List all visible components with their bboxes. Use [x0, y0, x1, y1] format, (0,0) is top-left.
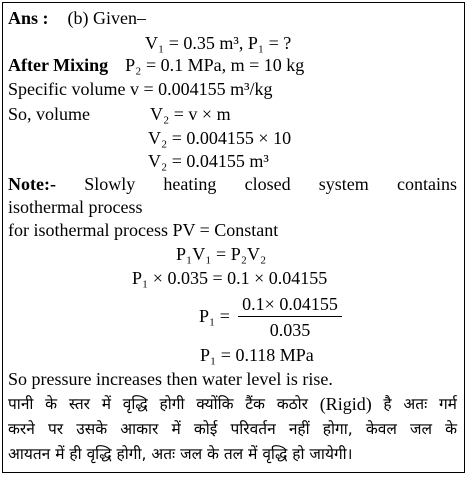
- hindi-word: गर्म: [438, 395, 457, 413]
- fraction-lhs: P₁ =: [199, 306, 230, 326]
- hindi-word: करने: [8, 420, 35, 438]
- hindi-word: पानी: [8, 395, 34, 413]
- eq-p1v1: P₁V₁ = P₂V₂: [176, 244, 267, 264]
- note-word: closed: [244, 174, 291, 194]
- note-label: Note:-: [8, 174, 56, 194]
- hindi-word: टैंक: [245, 395, 265, 413]
- so-volume-label: So, volume: [8, 104, 91, 124]
- p1-result: P₁ = 0.118 MPa: [200, 345, 314, 365]
- hindi-word: के: [45, 395, 58, 413]
- note-line-2: isothermal process: [8, 197, 143, 217]
- isothermal-line: for isothermal process PV = Constant: [8, 220, 279, 240]
- hindi-word: होगी: [159, 395, 185, 413]
- fraction-denominator: 0.035: [269, 320, 311, 340]
- v2-formula: V₂ = v × m: [150, 104, 231, 124]
- conclusion: So pressure increases then water level is rise.: [8, 369, 333, 389]
- option-given: (b) Given–: [67, 8, 146, 28]
- v2-result: V₂ = 0.04155 m³: [148, 151, 269, 171]
- hindi-word: जल: [409, 420, 432, 438]
- hindi-word: आकार: [120, 420, 159, 438]
- hindi-word: (Rigid): [319, 394, 372, 414]
- after-mixing-label: After Mixing: [8, 55, 109, 75]
- hindi-word: केवल: [365, 420, 397, 438]
- hindi-word: नहीं: [288, 420, 310, 438]
- given-v1: V₁ = 0.35 m³, P₁ = ?: [145, 33, 292, 53]
- hindi-line-1: [8, 394, 457, 414]
- eq-substitution: P₁ × 0.035 = 0.1 × 0.04155: [132, 268, 328, 288]
- hindi-word: है: [383, 395, 392, 413]
- hindi-word: कोई: [193, 420, 218, 438]
- hindi-word: होगा,: [322, 420, 353, 438]
- hindi-word: में: [171, 420, 181, 438]
- note-word: Slowly: [84, 174, 136, 194]
- hindi-word: क्योंकि: [196, 395, 234, 413]
- answer-label: Ans :: [8, 8, 49, 28]
- hindi-line-2: [8, 419, 457, 439]
- after-mixing-line: [8, 55, 304, 75]
- fraction-numerator: 0.1× 0.04155: [242, 294, 338, 314]
- note-word: heating: [163, 174, 217, 194]
- answer-header: [8, 8, 146, 28]
- hindi-word: के: [445, 420, 457, 438]
- note-word: contains: [397, 174, 457, 194]
- v2-calc: V₂ = 0.004155 × 10: [148, 128, 292, 148]
- hindi-word: पर: [47, 420, 64, 438]
- hindi-word: उसके: [76, 420, 108, 438]
- fraction-bar: [238, 316, 342, 317]
- specific-volume: Specific volume v = 0.004155 m³/kg: [8, 79, 273, 99]
- hindi-word: परिवर्तन: [230, 420, 276, 438]
- after-mixing-values: P₂ = 0.1 MPa, m = 10 kg: [125, 55, 305, 75]
- hindi-word: वृद्धि: [122, 395, 148, 413]
- hindi-line-3: आयतन में ही वृद्धि होगी, अतः जल के तल में वृद्धि हो जायेगी।: [8, 445, 353, 463]
- note-word: system: [318, 174, 369, 194]
- hindi-word: कठोर: [276, 395, 308, 413]
- hindi-word: अतः: [403, 395, 428, 413]
- hindi-word: में: [101, 395, 112, 413]
- hindi-word: स्तर: [68, 395, 91, 413]
- note-line: [8, 174, 457, 194]
